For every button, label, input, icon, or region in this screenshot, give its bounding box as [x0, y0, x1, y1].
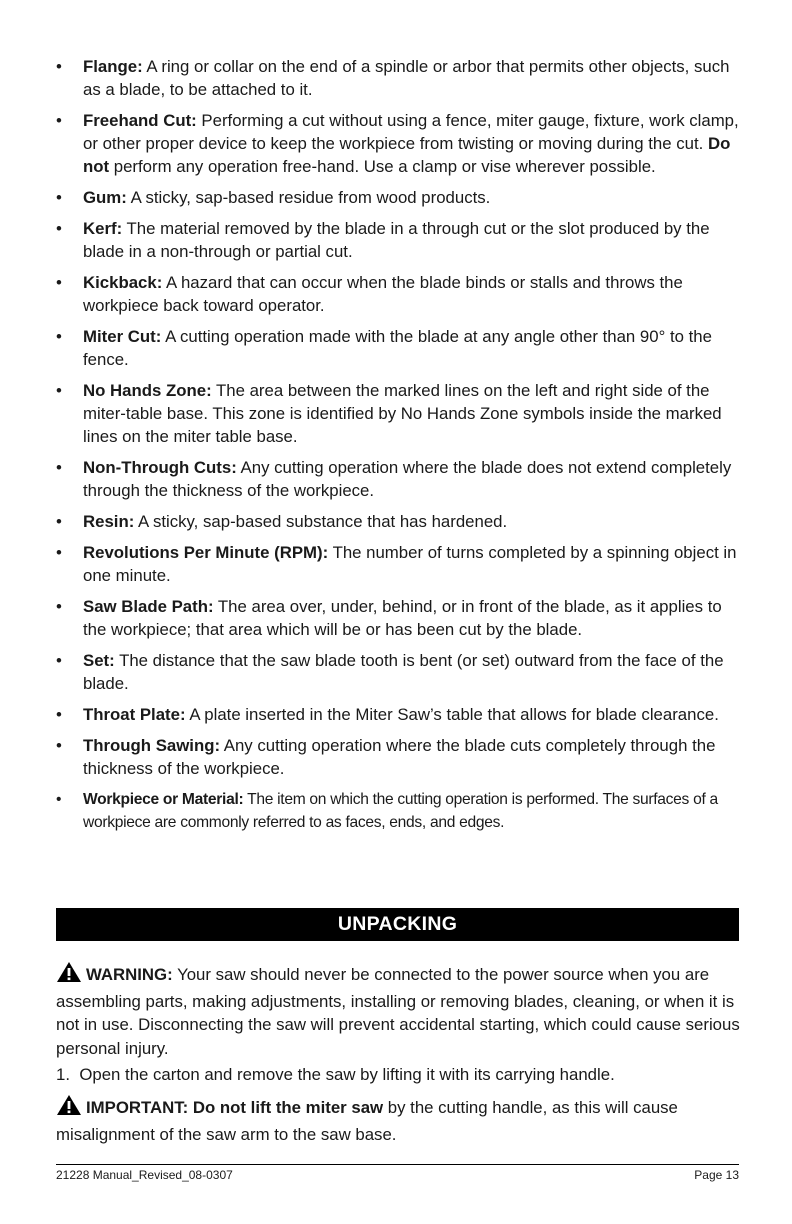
- definition-item: • Set: The distance that the saw blade tooth is bent (or set) outward from the face of the blade.: [56, 651, 724, 693]
- definition-term: Resin:: [83, 512, 135, 531]
- definition-item: • Non-Through Cuts: Any cutting operation where the blade does not extend completely through the thickness of the workpiece.: [56, 458, 732, 500]
- footer-page-number: Page 13: [694, 1168, 739, 1182]
- definition-term: Flange:: [83, 57, 143, 76]
- section-title-banner: UNPACKING: [56, 908, 739, 941]
- warning-text: Your saw should never be connected to the power source when you are assembling parts, making adjustments, installing or removing blades, cleaning, or when it is not in use. Disconnecting the saw will prevent accidental starting, which could cause serious personal injury.: [56, 965, 740, 1058]
- definition-item: • Gum: A sticky, sap-based residue from wood products.: [56, 188, 491, 207]
- definition-text: The material removed by the blade in a through cut or the slot produced by the blade in a non-through or partial cut.: [83, 219, 710, 261]
- definition-text: A hazard that can occur when the blade binds or stalls and throws the workpiece back toward operator.: [83, 273, 683, 315]
- definition-text: A cutting operation made with the blade at any angle other than 90° to the fence.: [83, 327, 712, 369]
- definition-term: Saw Blade Path:: [83, 597, 214, 616]
- definition-term: Freehand Cut:: [83, 111, 197, 130]
- definition-term: Kickback:: [83, 273, 163, 292]
- definition-item: • Flange: A ring or collar on the end of a spindle or arbor that permits other objects, such as a blade, to be attached to it.: [56, 57, 730, 99]
- warning-paragraph: [56, 961, 746, 1060]
- warning-triangle-icon: [56, 1094, 82, 1123]
- definition-text: A sticky, sap-based residue from wood products.: [130, 188, 491, 207]
- definition-text: A ring or collar on the end of a spindle or arbor that permits other objects, such as a blade, to be attached to it.: [83, 57, 730, 99]
- definition-text: The area between the marked lines on the left and right side of the miter-table base. This zone is identified by No Hands Zone symbols inside the marked lines on the miter table base.: [83, 381, 722, 446]
- definition-text: The number of turns completed by a spinning object in one minute.: [83, 543, 737, 585]
- definition-item: • Throat Plate: A plate inserted in the Miter Saw’s table that allows for blade clearance.: [56, 705, 719, 724]
- definition-term: Set:: [83, 651, 115, 670]
- definition-item: • Kerf: The material removed by the blade in a through cut or the slot produced by the blade in a non-through or partial cut.: [56, 219, 710, 261]
- definition-term: Gum:: [83, 188, 127, 207]
- definition-item: • Miter Cut: A cutting operation made with the blade at any angle other than 90° to the fence.: [56, 327, 712, 369]
- definition-term: Non-Through Cuts:: [83, 458, 237, 477]
- important-label: IMPORTANT: Do not lift the miter saw: [86, 1098, 384, 1117]
- warning-triangle-icon: [56, 961, 82, 990]
- warning-label: WARNING:: [86, 965, 173, 984]
- definition-text: Performing a cut without using a fence, miter gauge, fixture, work clamp, or other proper device to keep the workpiece from twisting or moving during the cut.: [83, 111, 739, 153]
- definition-item: • No Hands Zone: The area between the marked lines on the left and right side of the miter-table base. This zone is identified by No Hands Zone symbols inside the marked lines on the miter table base.: [56, 381, 722, 446]
- definition-text: Any cutting operation where the blade does not extend completely through the thickness of the workpiece.: [83, 458, 732, 500]
- definition-term: No Hands Zone:: [83, 381, 212, 400]
- definition-item: • Revolutions Per Minute (RPM): The number of turns completed by a spinning object in one minute.: [56, 543, 737, 585]
- definition-text: Any cutting operation where the blade cuts completely through the thickness of the workpiece.: [83, 736, 716, 778]
- definition-item: • Kickback: A hazard that can occur when the blade binds or stalls and throws the workpiece back toward operator.: [56, 273, 683, 315]
- definition-text: The distance that the saw blade tooth is bent (or set) outward from the face of the blade.: [83, 651, 724, 693]
- definition-term: Throat Plate:: [83, 705, 186, 724]
- definition-item: • Through Sawing: Any cutting operation where the blade cuts completely through the thickness of the workpiece.: [56, 736, 716, 778]
- step-number: 1.: [56, 1065, 70, 1084]
- definition-item: • Resin: A sticky, sap-based substance that has hardened.: [56, 512, 508, 531]
- important-text: by the cutting handle, as this will cause misalignment of the saw arm to the saw base.: [56, 1098, 678, 1144]
- definitions-list: [56, 55, 746, 842]
- step-text: Open the carton and remove the saw by lifting it with its carrying handle.: [79, 1065, 615, 1084]
- definition-text: The area over, under, behind, or in front of the blade, as it applies to the workpiece; that area which will be or has been cut by the blade.: [83, 597, 722, 639]
- definition-emphasis: Do not: [83, 134, 731, 176]
- footer-rule: [56, 1164, 739, 1165]
- definition-text: A sticky, sap-based substance that has hardened.: [138, 512, 508, 531]
- definition-term: Through Sawing:: [83, 736, 221, 755]
- definition-term: Miter Cut:: [83, 327, 162, 346]
- definition-item: • Workpiece or Material: The item on which the cutting operation is performed. The surfaces of a workpiece are commonly referred to as faces, ends, and edges.: [56, 791, 718, 831]
- definition-item: • Saw Blade Path: The area over, under, behind, or in front of the blade, as it applies to the workpiece; that area which will be or has been cut by the blade.: [56, 597, 722, 639]
- definition-text: A plate inserted in the Miter Saw’s table that allows for blade clearance.: [189, 705, 719, 724]
- definition-text: The item on which the cutting operation is performed. The surfaces of a workpiece are commonly referred to as faces, ends, and edges.: [83, 791, 718, 831]
- definition-item: • Freehand Cut: Performing a cut without using a fence, miter gauge, fixture, work clamp, or other proper device to keep the workpiece from twisting or moving during the cut. Do not perform any operation free-hand. Use a clamp or vise wherever possible.: [56, 111, 739, 176]
- step-item: [56, 1063, 746, 1087]
- important-paragraph: [56, 1094, 746, 1146]
- definition-term: Kerf:: [83, 219, 123, 238]
- footer-doc-id: 21228 Manual_Revised_08-0307: [56, 1168, 233, 1182]
- definition-term: Revolutions Per Minute (RPM):: [83, 543, 329, 562]
- definition-term: Workpiece or Material:: [83, 791, 244, 808]
- definition-text-after: perform any operation free-hand. Use a clamp or vise wherever possible.: [113, 157, 656, 176]
